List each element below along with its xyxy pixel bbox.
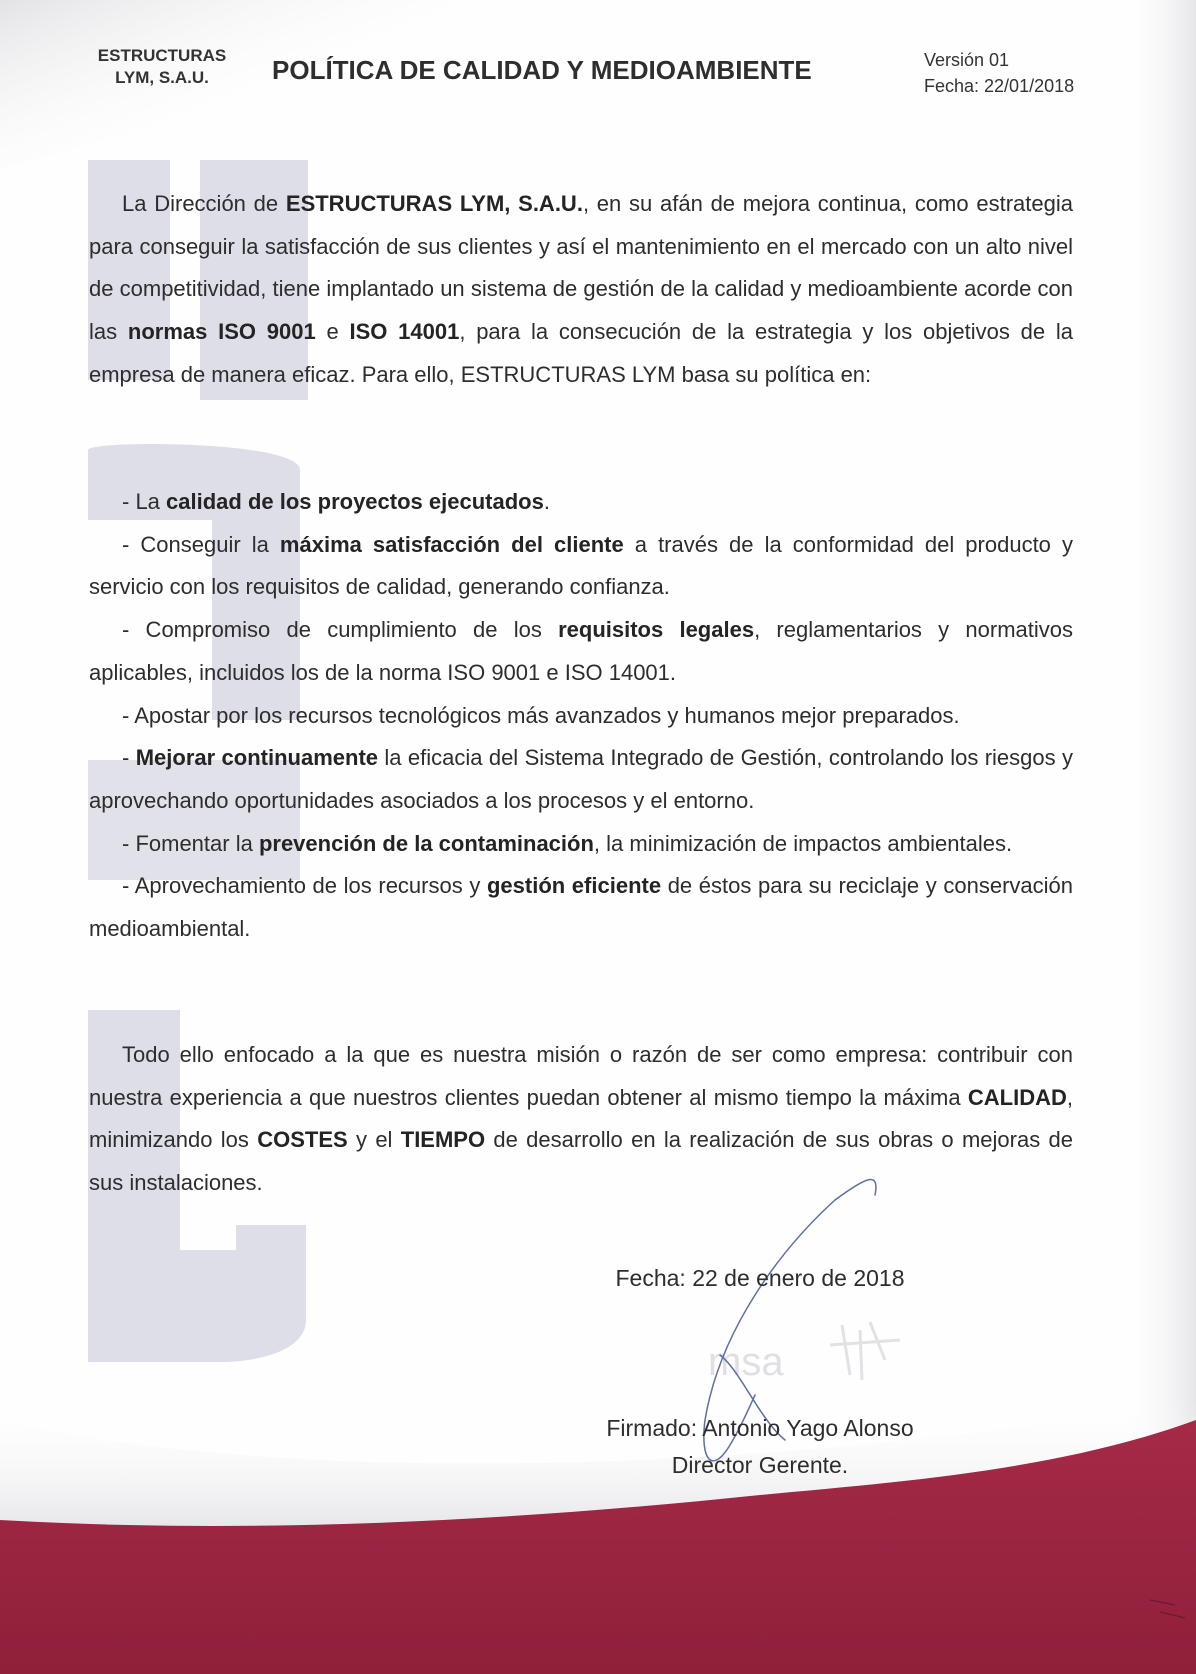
- policy-item-emphasis: gestión eficiente: [486, 873, 662, 899]
- policy-item-text: , reglamentarios y normativos aplicables, incluidos los de la norma ISO 9001 e ISO 14001.: [89, 617, 1073, 685]
- policy-item-text: .: [543, 489, 550, 514]
- closing-text-1: Todo ello enfocado a la que es nuestra misión o razón de ser como empresa: contribuir con nuestra experiencia a que nuestros clientes puedan obtener al mismo tiempo la máxima: [89, 1042, 1073, 1110]
- policy-item-text: - Conseguir la: [122, 531, 280, 557]
- policy-item-emphasis: requisitos legales: [558, 617, 755, 643]
- policy-item-emphasis: Mejorar continuamente: [135, 745, 379, 771]
- policy-item-text: - Apostar por los recursos tecnológicos más avanzados y humanos mejor preparados.: [122, 702, 960, 728]
- document-meta: [924, 47, 1184, 99]
- policy-item-text: la eficacia del Sistema Integrado de Gestión, controlando los riesgos y aprovechando oportunidades asociados a los procesos y el entorno.: [89, 745, 1073, 813]
- policy-item-text: - Fomentar la: [122, 830, 259, 856]
- closing-text-2: , minimizando los: [89, 1084, 1073, 1153]
- policy-item: [89, 823, 1073, 866]
- signature-date: Fecha: 22 de enero de 2018: [615, 1265, 905, 1291]
- policy-item-emphasis: calidad de los proyectos ejecutados: [166, 489, 544, 514]
- policy-item: [89, 737, 1073, 822]
- policy-item: [89, 865, 1073, 950]
- header-date: Fecha: 22/01/2018: [924, 76, 1075, 96]
- policy-item-text: - Aprovechamiento de los recursos y: [122, 873, 487, 899]
- policy-item: [89, 609, 1073, 694]
- signer-role: Director Gerente.: [671, 1452, 849, 1478]
- version-label: Versión 01: [924, 50, 1010, 70]
- intro-text-2: , en su afán de mejora continua, como estrategia para conseguir la satisfacción de sus clientes y así el mantenimiento en el mercado con un alto nivel de competitividad, tiene implantado un sistema de gestión de la calidad y medioambiente acorde con las: [89, 191, 1073, 345]
- closing-tiempo: TIEMPO: [400, 1127, 486, 1153]
- company-name-line1: ESTRUCTURAS: [97, 46, 227, 65]
- policy-list: [89, 481, 1073, 951]
- intro-iso9001: normas ISO 9001: [127, 319, 316, 345]
- closing-text-3: y el: [347, 1127, 401, 1153]
- closing-paragraph: [89, 1034, 1073, 1205]
- policy-item-text: - Compromiso de cumplimiento de los: [122, 617, 559, 643]
- intro-company: ESTRUCTURAS LYM, S.A.U.: [285, 191, 583, 216]
- intro-paragraph: [89, 183, 1073, 397]
- intro-iso14001: ISO 14001: [349, 319, 460, 345]
- signature-block: [580, 1410, 940, 1484]
- policy-item: [89, 695, 1073, 738]
- policy-item-text: -: [122, 745, 136, 771]
- stamp-text: msa: [708, 1340, 784, 1384]
- policy-item-emphasis: máxima satisfacción del cliente: [279, 531, 624, 557]
- policy-item: [89, 524, 1073, 609]
- intro-text-4: , para la consecución de la estrategia y los objetivos de la empresa de manera eficaz. Para ello, ESTRUCTURAS LYM basa su política en:: [89, 319, 1073, 387]
- document-title: POLÍTICA DE CALIDAD Y MEDIOAMBIENTE: [272, 55, 812, 85]
- policy-item-text: de éstos para su reciclaje y conservación medioambiental.: [89, 873, 1074, 942]
- policy-item-text: a través de la conformidad del producto y servicio con los requisitos de calidad, generando confianza.: [89, 531, 1073, 600]
- company-name-line2: LYM, S.A.U.: [115, 68, 209, 87]
- policy-item-emphasis: prevención de la contaminación: [258, 830, 594, 856]
- closing-costes: COSTES: [257, 1127, 348, 1153]
- intro-text-1: La Dirección de: [122, 191, 286, 216]
- intro-text-3: e: [315, 319, 350, 345]
- policy-item-text: , la minimización de impactos ambientales.: [593, 830, 1013, 856]
- signer-name: Firmado: Antonio Yago Alonso: [606, 1415, 914, 1441]
- company-name: [76, 45, 248, 89]
- policy-item-text: - La: [122, 489, 167, 514]
- closing-calidad: CALIDAD: [967, 1084, 1067, 1110]
- policy-item: [89, 481, 1073, 524]
- closing-text-4: de desarrollo en la realización de sus obras o mejoras de sus instalaciones.: [89, 1127, 1073, 1196]
